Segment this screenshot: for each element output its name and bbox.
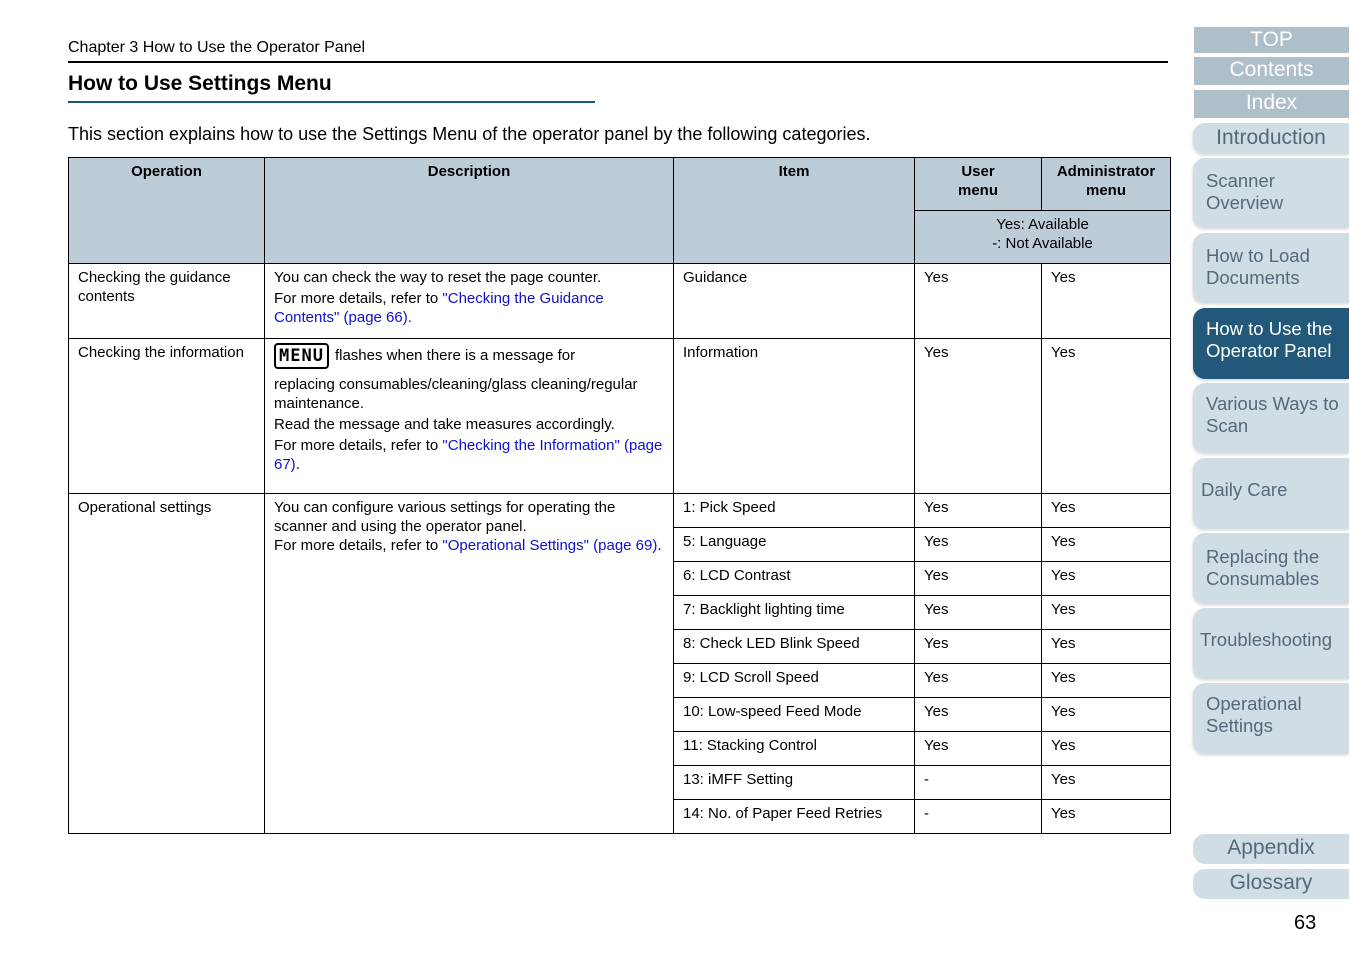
description-text: Read the message and take measures accordingly.: [274, 416, 615, 433]
admin-menu-cell: Yes: [1042, 494, 1171, 528]
item-cell: 9: LCD Scroll Speed: [674, 664, 915, 698]
title-underline: [68, 101, 595, 103]
operation-cell: Checking the guidance contents: [69, 264, 265, 339]
admin-menu-cell: Yes: [1042, 562, 1171, 596]
reference-suffix: .: [295, 456, 300, 473]
nav-tab-operational-settings[interactable]: Operational Settings: [1193, 683, 1349, 754]
admin-menu-cell: Yes: [1042, 630, 1171, 664]
operation-cell: Operational settings: [69, 494, 265, 834]
page-number: 63: [1294, 912, 1317, 934]
nav-tab-ways-to-scan[interactable]: Various Ways to Scan: [1193, 383, 1349, 453]
table-row: [69, 339, 1171, 494]
operational-settings-link[interactable]: "Operational Settings" (page 69): [442, 537, 658, 554]
nav-tab-scanner-overview[interactable]: Scanner Overview: [1193, 158, 1349, 228]
legend-yes: Yes: Available: [996, 216, 1089, 233]
admin-menu-cell: Yes: [1042, 732, 1171, 766]
reference-suffix: .: [657, 537, 662, 554]
header-item: Item: [674, 158, 915, 264]
item-cell: 8: Check LED Blink Speed: [674, 630, 915, 664]
item-cell: 13: iMFF Setting: [674, 766, 915, 800]
user-menu-cell: Yes: [915, 664, 1042, 698]
admin-menu-cell: Yes: [1042, 596, 1171, 630]
admin-menu-cell: Yes: [1042, 698, 1171, 732]
description-text: You can configure various settings for operating the scanner and using the operator panel.: [274, 499, 616, 535]
nav-tab-operator-panel[interactable]: How to Use the Operator Panel: [1193, 308, 1349, 379]
description-text: flashes when there is a message for: [334, 346, 576, 364]
user-menu-cell: Yes: [915, 562, 1042, 596]
reference-prefix: For more details, refer to: [274, 290, 443, 307]
user-menu-cell: -: [915, 766, 1042, 800]
user-menu-cell: Yes: [915, 494, 1042, 528]
description-cell: [265, 264, 674, 339]
user-menu-cell: Yes: [915, 698, 1042, 732]
reference-prefix: For more details, refer to: [274, 537, 443, 554]
nav-tab-replacing-consumables[interactable]: Replacing the Consumables: [1193, 533, 1349, 604]
description-reference: [274, 536, 664, 555]
admin-menu-cell: Yes: [1042, 264, 1171, 339]
item-cell: Guidance: [674, 264, 915, 339]
user-menu-cell: Yes: [915, 339, 1042, 494]
nav-tab-troubleshooting[interactable]: Troubleshooting: [1193, 608, 1349, 679]
menu-lcd-icon: MENU: [274, 343, 329, 369]
nav-contents-button[interactable]: Contents: [1194, 57, 1349, 85]
admin-menu-cell: Yes: [1042, 800, 1171, 834]
chapter-header: Chapter 3 How to Use the Operator Panel: [68, 39, 366, 56]
description-reference: [274, 436, 664, 474]
admin-menu-cell: Yes: [1042, 528, 1171, 562]
nav-index-button[interactable]: Index: [1194, 90, 1349, 118]
user-menu-cell: -: [915, 800, 1042, 834]
item-cell: 11: Stacking Control: [674, 732, 915, 766]
intro-paragraph: This section explains how to use the Settings Menu of the operator panel by the following categories.: [68, 124, 871, 144]
item-cell: 1: Pick Speed: [674, 494, 915, 528]
item-cell: 7: Backlight lighting time: [674, 596, 915, 630]
item-cell: 5: Language: [674, 528, 915, 562]
nav-glossary-button[interactable]: Glossary: [1193, 869, 1349, 899]
user-menu-cell: Yes: [915, 264, 1042, 339]
item-cell: 14: No. of Paper Feed Retries: [674, 800, 915, 834]
item-cell: 6: LCD Contrast: [674, 562, 915, 596]
header-operation: Operation: [69, 158, 265, 264]
description-cell: [265, 339, 674, 494]
header-description: Description: [265, 158, 674, 264]
reference-prefix: For more details, refer to: [274, 437, 443, 454]
table-row: [69, 264, 1171, 339]
admin-menu-cell: Yes: [1042, 664, 1171, 698]
admin-menu-cell: Yes: [1042, 766, 1171, 800]
nav-tab-daily-care[interactable]: Daily Care: [1193, 458, 1349, 529]
nav-appendix-button[interactable]: Appendix: [1193, 834, 1349, 864]
legend-no: -: Not Available: [992, 235, 1093, 252]
header-admin-menu: Administrator menu: [1042, 158, 1171, 211]
information-link[interactable]: "Checking the Information" (page 67): [274, 437, 663, 473]
settings-menu-table: [68, 157, 1171, 834]
availability-legend: [915, 211, 1171, 264]
description-reference: [274, 289, 664, 327]
user-menu-cell: Yes: [915, 596, 1042, 630]
header-user-menu: User menu: [915, 158, 1042, 211]
nav-tab-introduction[interactable]: Introduction: [1193, 123, 1349, 154]
nav-tab-load-documents[interactable]: How to Load Documents: [1193, 233, 1349, 303]
description-cell: [265, 494, 674, 834]
operation-cell: Checking the information: [69, 339, 265, 494]
user-menu-cell: Yes: [915, 528, 1042, 562]
user-menu-cell: Yes: [915, 630, 1042, 664]
table-row: [69, 494, 1171, 528]
nav-top-button[interactable]: TOP: [1194, 27, 1349, 53]
item-cell: Information: [674, 339, 915, 494]
guidance-link[interactable]: "Checking the Guidance Contents" (page 66).: [274, 290, 604, 326]
description-text: You can check the way to reset the page counter.: [274, 269, 602, 286]
item-cell: 10: Low-speed Feed Mode: [674, 698, 915, 732]
page-title: How to Use Settings Menu: [68, 72, 332, 95]
user-menu-cell: Yes: [915, 732, 1042, 766]
admin-menu-cell: Yes: [1042, 339, 1171, 494]
description-text: replacing consumables/cleaning/glass cleaning/regular maintenance.: [274, 376, 638, 412]
header-rule: [68, 61, 1168, 63]
